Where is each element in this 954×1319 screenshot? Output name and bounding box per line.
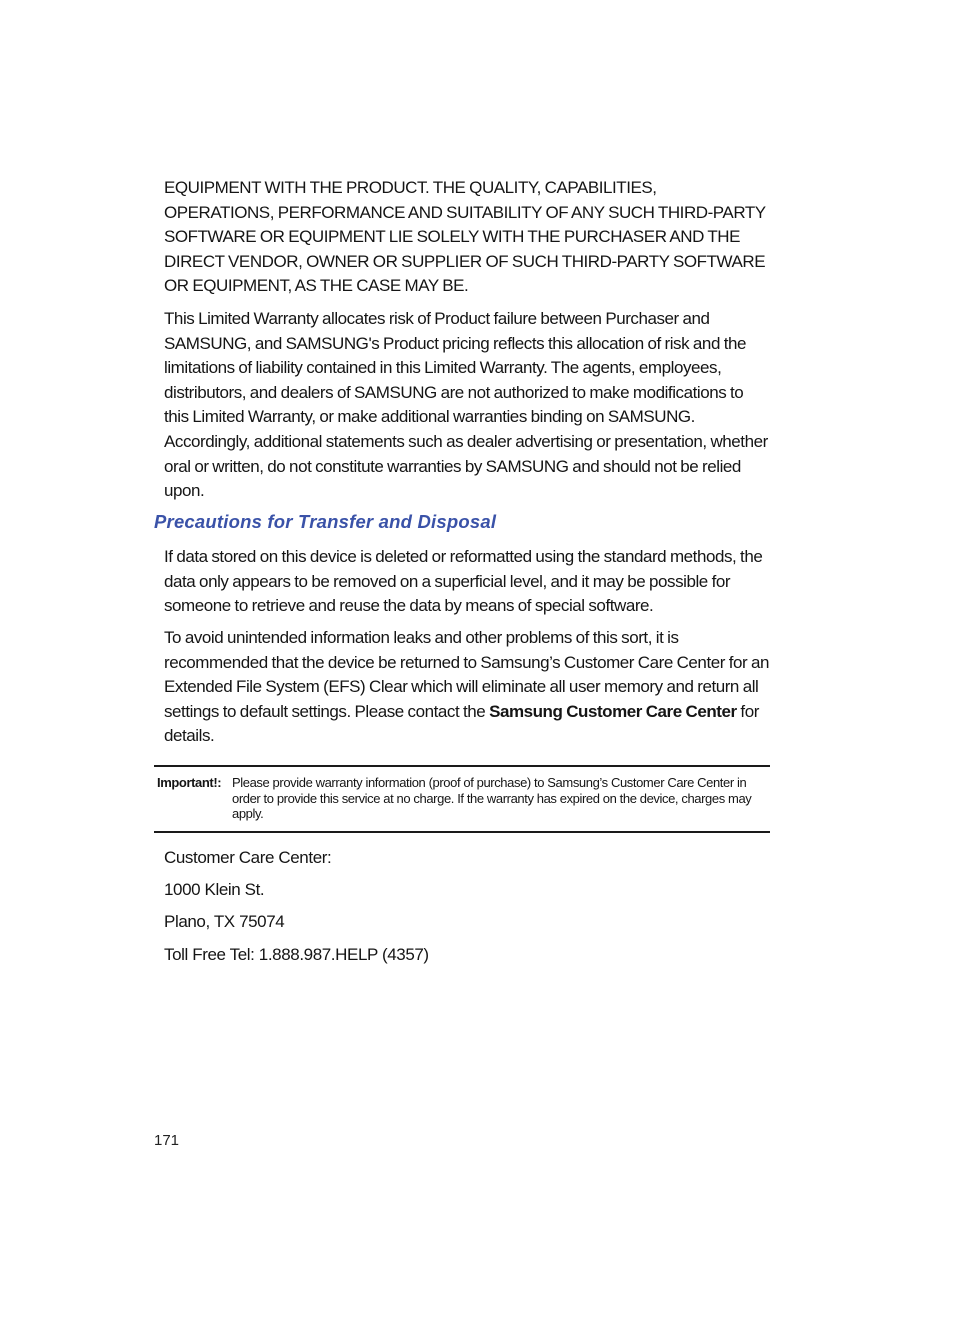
efs-paragraph-text-start: To avoid unintended information leaks and other problems of this sort, it is recommended that the device be returned to Samsung’s Customer Care Center for an Extended File System (EFS) Clear which will eliminate all user memory and return all settings to default settings. Please contact the bbox=[164, 628, 769, 721]
warranty-paragraph-equipment: EQUIPMENT WITH THE PRODUCT. THE QUALITY, CAPABILITIES, OPERATIONS, PERFORMANCE AND SUITABILITY OF ANY SUCH THIRD-PARTY SOFTWARE OR EQUIPMENT LIE SOLELY WITH THE PURCHASER AND THE DIRECT VENDOR, OWNER OR SUPPLIER OF SUCH THIRD-PARTY SOFTWARE OR EQUIPMENT, AS THE CASE MAY BE. bbox=[164, 178, 766, 296]
address-line-city: Plano, TX 75074 bbox=[164, 912, 285, 931]
disposal-paragraph-data-removal: If data stored on this device is deleted or reformatted using the standard methods, the data only appears to be removed on a superficial level, and it may be possible for someone to retrieve and reuse the data by means of special software. bbox=[164, 547, 763, 616]
note-top-rule bbox=[154, 765, 770, 767]
care-center-bold-text: Samsung Customer Care Center bbox=[489, 701, 737, 721]
section-heading-transfer-disposal: Precautions for Transfer and Disposal bbox=[154, 511, 497, 532]
page-number: 171 bbox=[154, 1132, 180, 1149]
warranty-paragraph-risk-allocation: This Limited Warranty allocates risk of Product failure between Purchaser and SAMSUNG, and SAMSUNG's Product pricing reflects this allocation of risk and the limitations of liability contained in this Limited Warranty. The agents, employees, distributors, and dealers of SAMSUNG are not authorized to make modifications to this Limited Warranty, or make additional warranties binding on SAMSUNG. Accordingly, additional statements such as dealer advertising or presentation, whether oral or written, do not constitute warranties by SAMSUNG and should not be relied upon. bbox=[164, 309, 768, 501]
address-line-street: 1000 Klein St. bbox=[164, 880, 265, 899]
address-line-phone: Toll Free Tel: 1.888.987.HELP (4357) bbox=[164, 945, 429, 964]
note-bottom-rule bbox=[154, 831, 770, 833]
address-line-care-center: Customer Care Center: bbox=[164, 848, 332, 867]
efs-paragraph-text-end: for details. bbox=[164, 701, 759, 746]
important-note-text: Please provide warranty information (proof of purchase) to Samsung’s Customer Care Center in order to provide this service at no charge. If the warranty has expired on the device, charges may apply. bbox=[232, 775, 752, 821]
disposal-paragraph-efs-clear bbox=[164, 626, 770, 749]
important-label: Important!: bbox=[157, 775, 222, 790]
